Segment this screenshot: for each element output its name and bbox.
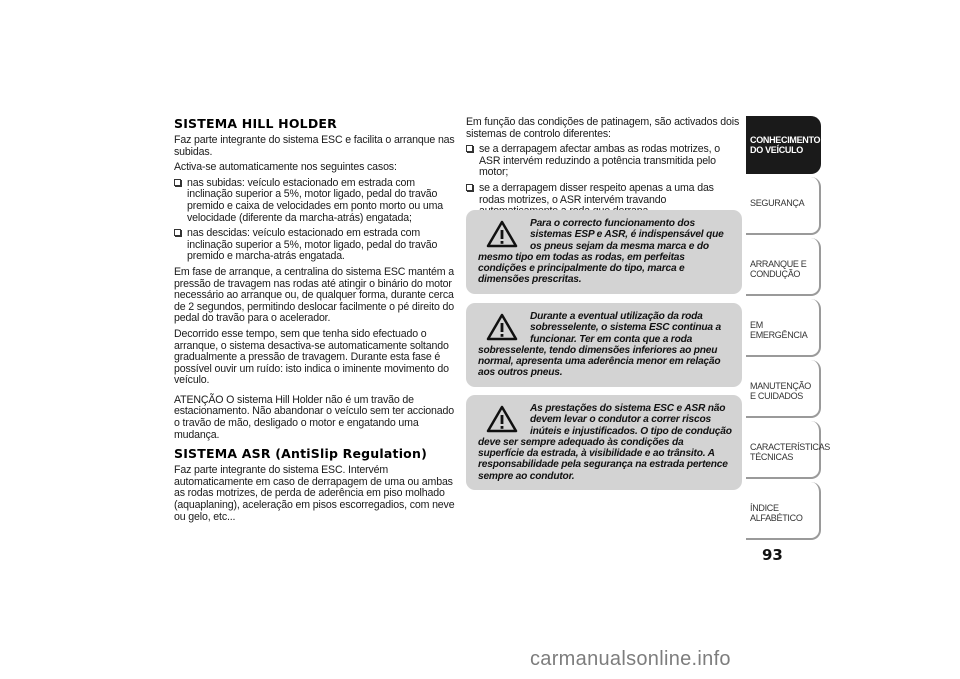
tab-label: MANUTENÇÃO E CUIDADOS	[750, 381, 812, 401]
warning-text: Para o correcto funcionamento dos sistemas ESP e ASR, é indispensável que os pneus sejam da mesma marca e do mesmo tipo em todas as rodas, em perfeitas condições e principalmente do tipo, marca e dimensões prescritas.	[478, 218, 724, 286]
bullet-item	[174, 228, 457, 263]
bullet-text: se a derrapagem disser respeito apenas a uma das rodas motrizes, o ASR intervém travando	[479, 181, 714, 206]
bullet-text: se a derrapagem afectar ambas as rodas motrizes, o ASR intervém reduzindo a potência transmitida pelo motor;	[479, 143, 720, 179]
paragraph: Faz parte integrante do sistema ESC. Intervém automaticamente em caso de derrapagem de uma ou ambas as rodas motrizes, de perda de aderência em piso molhado (aquaplaning), aceleração em pisos escorregadios, com neve ou gelo, etc...	[174, 464, 455, 523]
heading-asr: SISTEMA ASR (AntiSlip Regulation)	[174, 446, 427, 462]
checkbox-bullet-icon	[174, 229, 181, 236]
tab-caracteristicas-tecnicas[interactable]	[746, 421, 831, 479]
warning-triangle-icon	[486, 313, 518, 341]
warning-box	[466, 303, 742, 387]
checkbox-bullet-icon	[174, 179, 181, 186]
bullet-text: nas descidas: veículo estacionado em estrada com inclinação superior a 5%, motor ligado, pedal do travão premido e marcha-atrás engatada.	[187, 227, 438, 263]
paragraph: Em função das condições de patinagem, são activados dois sistemas de controlo diferentes:	[466, 116, 740, 140]
chapter-sidebar	[746, 116, 831, 543]
tab-label: ÍNDICE ALFABÉTICO	[750, 503, 803, 523]
right-column	[466, 117, 742, 537]
watermark: carmanualsonline.info	[530, 648, 731, 670]
tab-arranque-e-conducao[interactable]	[746, 238, 821, 296]
warning-box	[466, 210, 742, 294]
bullet-item	[174, 178, 457, 224]
paragraph: Decorrido esse tempo, sem que tenha sido efectuado o arranque, o sistema desactiva-se automaticamente soltando gradualmente a pressão de travagem. Durante esta fase é possível ouvir um ruído: isto indica o iminente movimento do veículo.	[174, 327, 449, 387]
tab-seguranca[interactable]	[746, 177, 821, 235]
tab-manutencao-e-cuidados[interactable]	[746, 360, 821, 418]
tab-indice-alfabetico[interactable]	[746, 482, 821, 540]
attention-paragraph: ATENÇÃO O sistema Hill Holder não é um travão de estacionamento. Não abandonar o veículo sem ter accionado o travão de mão, desligado o motor e engatando uma mudança.	[174, 393, 455, 441]
checkbox-bullet-icon	[466, 184, 473, 191]
checkbox-bullet-icon	[466, 145, 473, 152]
warning-text: Durante a eventual utilização da roda sobresselente, o sistema ESC continua a funcionar. Ter em conta que a roda sobresselente, tendo dimensões inferiores ao pneu normal, apresenta uma aderência menor em relação aos outros pneus.	[478, 311, 721, 379]
page-number: 93	[762, 546, 783, 564]
tab-label: CONHECIMENTO DO VEÍCULO	[750, 135, 821, 155]
warning-triangle-icon	[486, 220, 518, 248]
paragraph: Em fase de arranque, a centralina do sistema ESC mantém a pressão de travagem nas rodas até atingir o binário do motor necessário ao arranque ou, de qualquer forma, durante cerca de 2 segundos, permitindo deslocar facilmente o pé direito do pedal do travão para o acelerador.	[174, 265, 455, 325]
tab-em-emergencia[interactable]	[746, 299, 821, 357]
tab-label: CARACTERÍSTICAS TÉCNICAS	[750, 442, 831, 462]
warning-box	[466, 395, 742, 490]
tab-conhecimento-do-veiculo[interactable]	[746, 116, 821, 174]
paragraph: Faz parte integrante do sistema ESC e facilita o arranque nas subidas.	[174, 134, 455, 158]
bullet-text: nas subidas: veículo estacionado em estrada com inclinação superior a 5%, motor ligado, pedal do travão premido e caixa de velocidades em ponto morto ou uma velocidade (diferente da marcha-atrás) engatada;	[187, 176, 444, 224]
paragraph: Activa-se automaticamente nos seguintes casos:	[174, 161, 397, 174]
warning-text: As prestações do sistema ESC e ASR não devem levar o condutor a correr riscos inúteis e injustificados. O tipo de condução deve ser sempre adequado às condições da superfície da estrada, à visibilidade e ao trânsito. A responsabilidade pela segurança na estrada pertence sempre ao condutor.	[478, 403, 732, 482]
heading-hill-holder: SISTEMA HILL HOLDER	[174, 116, 337, 131]
tab-label: ARRANQUE E CONDUÇÃO	[750, 259, 807, 279]
tab-label: EM EMERGÊNCIA	[750, 320, 808, 340]
left-column	[174, 117, 457, 527]
bullet-item	[466, 144, 742, 179]
tab-label: SEGURANÇA	[750, 198, 805, 208]
warning-triangle-icon	[486, 405, 518, 433]
